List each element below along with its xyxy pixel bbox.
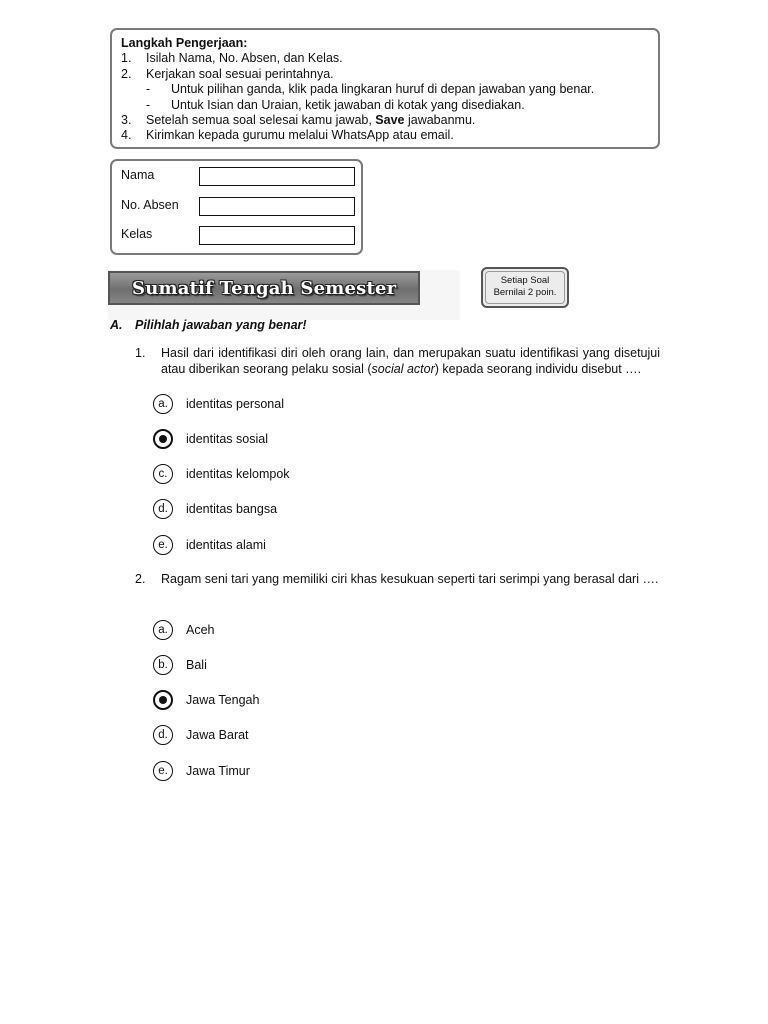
- option-text: identitas alami: [186, 538, 266, 552]
- instruction-step: [121, 67, 649, 82]
- question-text-part: ) kepada seorang individu disebut ….: [434, 361, 642, 376]
- step-number: 1.: [121, 51, 132, 66]
- option-letter: e.: [158, 765, 168, 777]
- step-text: Kerjakan soal sesuai perintahnya.: [146, 66, 334, 81]
- option-letter: a.: [158, 624, 168, 636]
- q2-option-c[interactable]: [153, 690, 259, 710]
- question-2: [135, 572, 660, 588]
- q1-option-b[interactable]: [153, 429, 268, 449]
- option-text: identitas sosial: [186, 432, 268, 446]
- question-text-part: Hasil dari identifikasi diri oleh orang lain, dan merupakan suatu identifikasi yang disetujui atau diberikan seorang pelaku sosial (: [161, 346, 660, 376]
- section-letter: A.: [110, 318, 123, 332]
- option-letter: d.: [158, 503, 168, 515]
- option-text: identitas bangsa: [186, 502, 278, 516]
- option-radio[interactable]: [153, 761, 173, 781]
- section-instruction: Pilihlah jawaban yang benar!: [135, 318, 307, 332]
- question-italic: social actor: [371, 361, 435, 376]
- name-field[interactable]: [199, 167, 355, 186]
- q1-option-e[interactable]: [153, 535, 266, 555]
- q2-option-e[interactable]: [153, 761, 250, 781]
- substep-dash: -: [146, 82, 151, 97]
- q2-option-a[interactable]: [153, 620, 215, 640]
- option-letter: e.: [158, 539, 168, 551]
- option-radio[interactable]: [153, 429, 173, 449]
- step-number: 2.: [121, 66, 132, 81]
- option-radio[interactable]: [153, 394, 173, 414]
- option-letter: b.: [158, 659, 168, 671]
- question-number: 2.: [135, 572, 146, 586]
- step-text: Kirimkan kepada gurumu melalui WhatsApp atau email.: [146, 128, 454, 143]
- exam-title: Sumatif Tengah Semester: [132, 277, 397, 299]
- option-text: Bali: [186, 658, 207, 672]
- instructions-box: [110, 28, 660, 149]
- option-letter: d.: [158, 729, 168, 741]
- option-letter: a.: [158, 398, 168, 410]
- option-radio[interactable]: [153, 535, 173, 555]
- step-text-part: Setelah semua soal selesai kamu jawab,: [146, 113, 376, 128]
- option-text: Aceh: [186, 623, 215, 637]
- question-1: [135, 346, 660, 377]
- option-radio[interactable]: [153, 620, 173, 640]
- instruction-substep: [121, 98, 649, 113]
- points-line-1: Setiap Soal: [500, 275, 550, 286]
- option-text: Jawa Barat: [186, 728, 249, 742]
- option-radio[interactable]: [153, 725, 173, 745]
- option-radio[interactable]: [153, 655, 173, 675]
- substep-text: Untuk Isian dan Uraian, ketik jawaban di kotak yang disediakan.: [171, 97, 525, 112]
- option-text: identitas personal: [186, 397, 284, 411]
- option-radio[interactable]: [153, 690, 173, 710]
- q1-option-a[interactable]: [153, 394, 284, 414]
- question-number: 1.: [135, 346, 146, 360]
- section-a-heading: [110, 318, 307, 332]
- points-line-2: Bernilai 2 poin.: [493, 287, 557, 298]
- step-number: 3.: [121, 113, 132, 128]
- absen-field[interactable]: [199, 197, 355, 216]
- question-text: [161, 346, 660, 377]
- name-label: Nama: [121, 168, 155, 182]
- selected-dot: [159, 696, 167, 704]
- selected-dot: [159, 435, 167, 443]
- absen-label: No. Absen: [121, 198, 179, 212]
- option-text: identitas kelompok: [186, 467, 290, 481]
- q1-option-c[interactable]: [153, 464, 290, 484]
- instruction-step: [121, 51, 649, 66]
- option-radio[interactable]: [153, 464, 173, 484]
- step-number: 4.: [121, 128, 132, 143]
- option-letter: c.: [158, 468, 168, 480]
- exam-banner: [108, 271, 420, 305]
- badge-inner-border: [485, 271, 565, 304]
- step-text: [146, 113, 475, 128]
- question-text: Ragam seni tari yang memiliki ciri khas kesukuan seperti tari serimpi yang berasal dari ….: [161, 572, 659, 586]
- q1-option-d[interactable]: [153, 499, 277, 519]
- step-text-part: jawabanmu.: [404, 113, 476, 128]
- instruction-step: [121, 113, 649, 128]
- points-badge: [481, 267, 569, 308]
- instruction-step: [121, 128, 649, 143]
- save-keyword: Save: [375, 113, 405, 128]
- step-text: Isilah Nama, No. Absen, dan Kelas.: [146, 51, 343, 66]
- identity-box: [110, 159, 363, 255]
- substep-dash: -: [146, 97, 151, 112]
- q2-option-d[interactable]: [153, 725, 249, 745]
- banner-area: [108, 270, 460, 320]
- substep-text: Untuk pilihan ganda, klik pada lingkaran huruf di depan jawaban yang benar.: [171, 82, 595, 97]
- option-text: Jawa Timur: [186, 764, 250, 778]
- kelas-field[interactable]: [199, 226, 355, 245]
- option-text: Jawa Tengah: [186, 693, 260, 707]
- instruction-substep: [121, 82, 649, 97]
- kelas-label: Kelas: [121, 227, 153, 241]
- q2-option-b[interactable]: [153, 655, 207, 675]
- option-radio[interactable]: [153, 499, 173, 519]
- instructions-title: Langkah Pengerjaan:: [121, 36, 248, 50]
